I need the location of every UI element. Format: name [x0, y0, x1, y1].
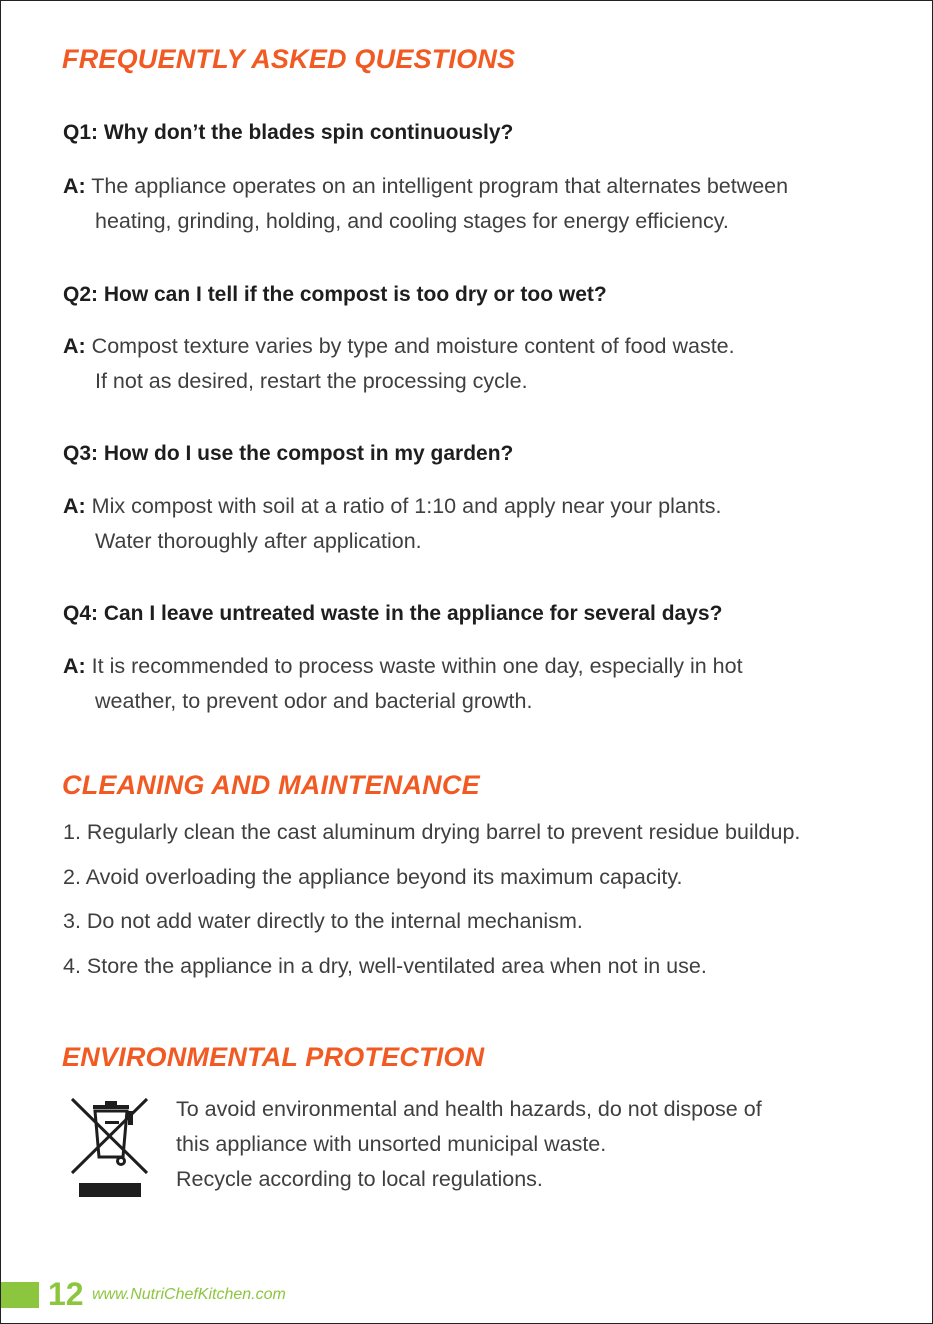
answer-line-1: Compost texture varies by type and moisture content of food waste.	[91, 334, 735, 358]
answer-prefix: A:	[63, 494, 86, 518]
environment-text	[176, 1092, 762, 1197]
faq-answer-1	[63, 169, 788, 239]
cleaning-item-1: 1. Regularly clean the cast aluminum drying barrel to prevent residue buildup.	[63, 820, 801, 844]
answer-line-2: heating, grinding, holding, and cooling stages for energy efficiency.	[95, 209, 729, 233]
answer-prefix: A:	[63, 654, 86, 678]
answer-line-2: Water thoroughly after application.	[95, 529, 422, 553]
faq-question-4: Q4: Can I leave untreated waste in the appliance for several days?	[63, 602, 723, 625]
faq-question-3: Q3: How do I use the compost in my garden?	[63, 442, 514, 465]
faq-question-1: Q1: Why don’t the blades spin continuously?	[63, 121, 514, 144]
faq-heading: FREQUENTLY ASKED QUESTIONS	[62, 44, 516, 74]
environment-line-2: this appliance with unsorted municipal waste.	[176, 1132, 607, 1156]
faq-answer-4	[63, 649, 743, 719]
faq-answer-2	[63, 329, 735, 399]
answer-prefix: A:	[63, 174, 86, 198]
environment-line-1: To avoid environmental and health hazards, do not dispose of	[176, 1097, 762, 1121]
answer-line-1: Mix compost with soil at a ratio of 1:10 and apply near your plants.	[91, 494, 722, 518]
answer-line-2: If not as desired, restart the processing cycle.	[95, 369, 528, 393]
faq-question-2: Q2: How can I tell if the compost is too dry or too wet?	[63, 283, 607, 306]
answer-line-2: weather, to prevent odor and bacterial growth.	[95, 689, 533, 713]
faq-answer-3	[63, 489, 721, 559]
cleaning-heading: CLEANING AND MAINTENANCE	[62, 770, 480, 800]
answer-prefix: A:	[63, 334, 86, 358]
page-number: 12	[48, 1276, 84, 1312]
crossed-out-wheelie-bin-icon	[67, 1095, 151, 1201]
answer-line-1: It is recommended to process waste within one day, especially in hot	[91, 654, 743, 678]
cleaning-item-2: 2. Avoid overloading the appliance beyond its maximum capacity.	[63, 865, 683, 889]
answer-line-1: The appliance operates on an intelligent program that alternates between	[91, 174, 789, 198]
footer-accent-bar	[1, 1282, 39, 1308]
cleaning-item-4: 4. Store the appliance in a dry, well-ventilated area when not in use.	[63, 954, 707, 978]
environment-line-3: Recycle according to local regulations.	[176, 1167, 543, 1191]
environment-heading: ENVIRONMENTAL PROTECTION	[62, 1042, 485, 1072]
cleaning-item-3: 3. Do not add water directly to the internal mechanism.	[63, 909, 583, 933]
website-link[interactable]: www.NutriChefKitchen.com	[92, 1286, 286, 1303]
